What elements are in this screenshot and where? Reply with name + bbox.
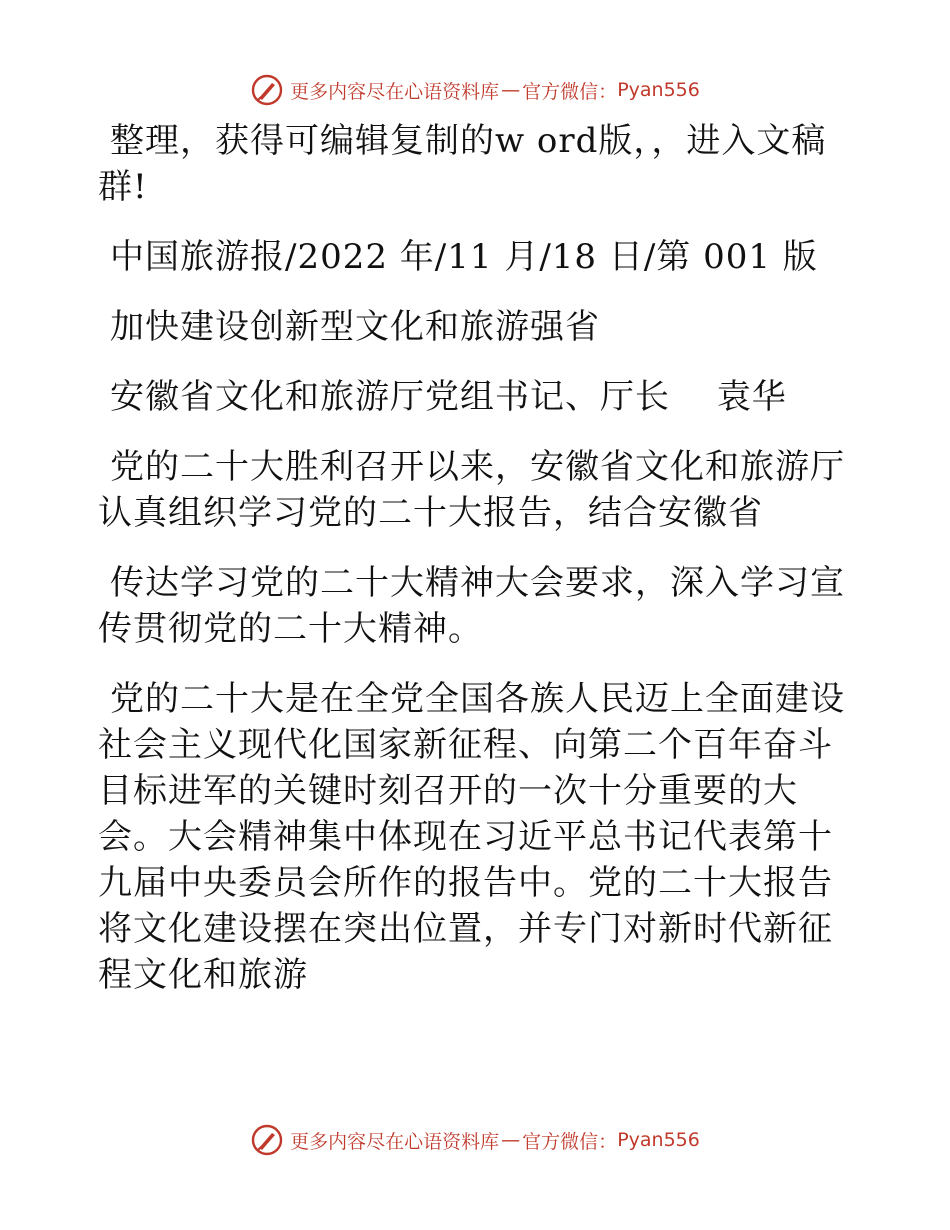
watermark-separator: — bbox=[501, 79, 521, 101]
paragraph-body-1: 党的二十大胜利召开以来，安徽省文化和旅游厅认真组织学习党的二十大报告，结合安徽省 bbox=[98, 447, 845, 533]
quill-pen-circle-icon bbox=[250, 73, 284, 107]
watermark-site-text: 更多内容尽在心语资料库 bbox=[290, 80, 500, 103]
document-body bbox=[98, 118, 858, 998]
watermark-wechat-label: 官方微信： bbox=[522, 1130, 618, 1153]
watermark-site-text: 更多内容尽在心语资料库 bbox=[290, 1130, 500, 1153]
watermark-separator: — bbox=[501, 1129, 521, 1151]
footer-watermark bbox=[0, 1120, 950, 1160]
header-watermark bbox=[0, 70, 950, 110]
quill-pen-circle-icon bbox=[250, 1123, 284, 1157]
paragraph-body-2: 传达学习党的二十大精神大会要求，深入学习宣传贯彻党的二十大精神。 bbox=[98, 563, 845, 649]
article-author: 安徽省文化和旅游厅党组书记、厅长 袁华 bbox=[110, 377, 787, 417]
watermark-account: Pyan556 bbox=[617, 1129, 700, 1151]
paragraph-intro: 整理，获得可编辑复制的w ord版，，进入文稿群! bbox=[98, 121, 827, 207]
paragraph-body-3: 党的二十大是在全党全国各族人民迈上全面建设社会主义现代化国家新征程、向第二个百年奋斗目标进军的关键时刻召开的一次十分重要的大会。大会精神集中体现在习近平总书记代表第十九届中央委员会所作的报告中。党的二十大报告将文化建设摆在突出位置，并专门对新时代新征程文化和旅游 bbox=[98, 679, 845, 995]
watermark-account: Pyan556 bbox=[617, 79, 700, 101]
paragraph-source: 中国旅游报/2022 年/11 月/18 日/第 001 版 bbox=[110, 237, 818, 277]
watermark-wechat-label: 官方微信： bbox=[522, 80, 618, 103]
article-title: 加快建设创新型文化和旅游强省 bbox=[110, 307, 600, 347]
